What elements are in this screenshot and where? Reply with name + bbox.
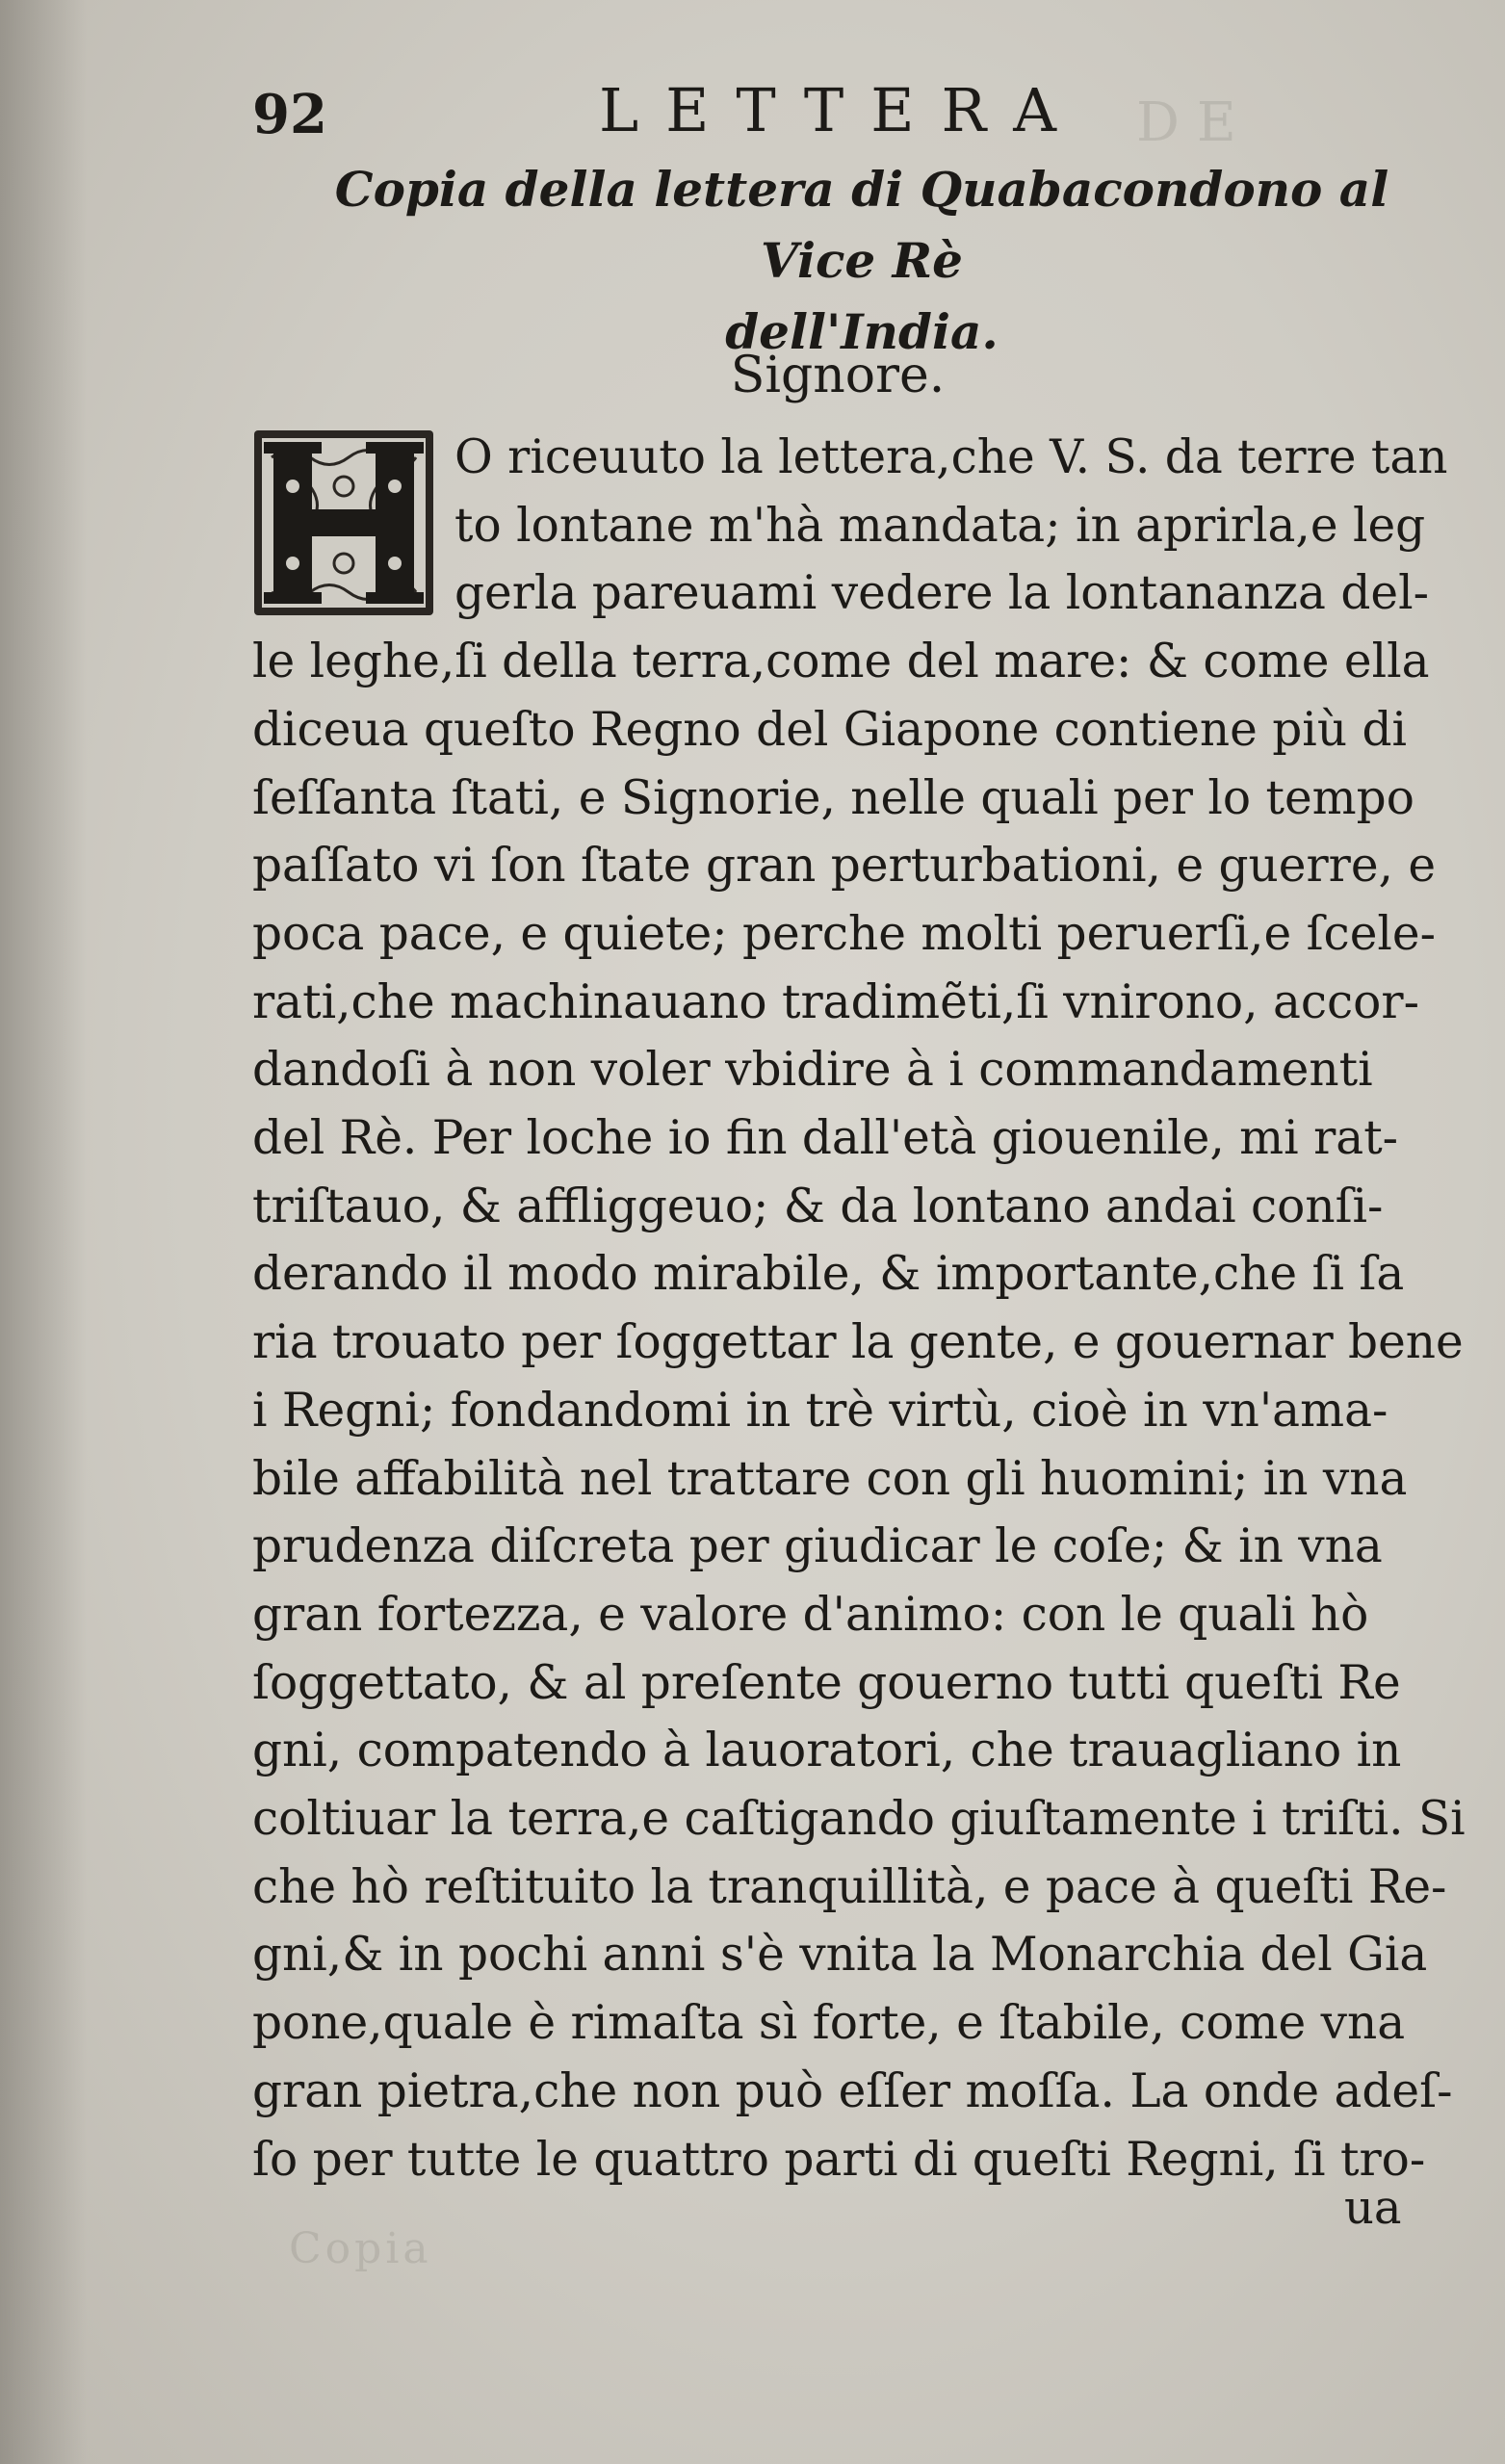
page-number: 92 — [252, 83, 327, 146]
text-line: prudenza diſcreta per giudicar le coſe; & in vna — [252, 1519, 1383, 1574]
text-line: gran fortezza, e valore d'animo: con le quali hò — [252, 1587, 1369, 1642]
text-line: gni,& in pochi anni s'è vnita la Monarchia del Gia — [252, 1928, 1428, 1983]
heading-line: Copia della lettera di Quabacondono al Vice Rè — [334, 161, 1389, 289]
text-line: paſſato vi ſon ſtate gran perturbationi, e guerre, e — [252, 839, 1437, 894]
letter-heading — [308, 154, 1415, 368]
text-line: O riceuuto la lettera,che V. S. da terre tan — [454, 430, 1448, 484]
text-line: i Regni; fondandomi in trè virtù, cioè in vn'ama- — [252, 1383, 1388, 1438]
text-line: to lontane m'hà mandata; in aprirla,e leg — [454, 498, 1426, 553]
gutter-shadow — [0, 0, 87, 2464]
text-line: gerla pareuami vedere la lontananza del- — [454, 566, 1429, 621]
catchword: ua — [1344, 2181, 1402, 2235]
text-line: triſtauo, & affliggeuo; & da lontano andai conſi- — [252, 1179, 1384, 1233]
running-head: LETTERA — [599, 75, 1084, 145]
text-line: bile affabilità nel trattare con gli huomini; in vna — [252, 1451, 1408, 1506]
text-line: diceua queſto Regno del Giapone contiene più di — [252, 702, 1408, 757]
text-line: dandoſi à non voler vbidire à i commandamenti — [252, 1043, 1373, 1098]
text-line: gran pietra,che non può eſſer moſſa. La onde adeſ- — [252, 2063, 1453, 2118]
text-line: rati,che machinauano tradimẽti,ſi vnirono, accor- — [252, 974, 1419, 1029]
text-line: ſo per tutte le quattro parti di queſti Regni, ſi tro- — [252, 2132, 1426, 2187]
text-line: pone,quale è rimaſta sì forte, e ſtabile, come vna — [252, 1996, 1406, 2051]
text-line: del Rè. Per loche io fin dall'età giouenile, mi rat- — [252, 1111, 1399, 1166]
letter-body — [252, 424, 1475, 2193]
text-line: derando il modo mirabile, & importante,che ſi ſa — [252, 1247, 1405, 1302]
heading-line: dell'India. — [725, 303, 999, 360]
text-line: coltiuar la terra,e caſtigando giuſtamente i triſti. Si — [252, 1792, 1466, 1847]
show-through-text: DE — [1136, 91, 1254, 154]
text-line: ſeſſanta ſtati, e Signorie, nelle quali per lo tempo — [252, 770, 1414, 825]
page-header — [252, 75, 1119, 162]
text-line: ſoggettato, & al preſente gouerno tutti queſti Re — [252, 1655, 1401, 1710]
salutation: Signore. — [730, 347, 946, 404]
text-line: poca pace, e quiete; perche molti peruerſi,e ſcele- — [252, 906, 1437, 961]
text-line: le leghe,ſi della terra,come del mare: & come ella — [252, 635, 1430, 689]
show-through-text: Copia — [289, 2224, 432, 2273]
text-line: che hò reſtituito la tranquillità, e pace à queſti Re- — [252, 1859, 1447, 1914]
text-line: gni, compatendo à lauoratori, che trauagliano in — [252, 1724, 1402, 1778]
text-line: ria trouato per ſoggettar la gente, e gouernar bene — [252, 1315, 1464, 1370]
